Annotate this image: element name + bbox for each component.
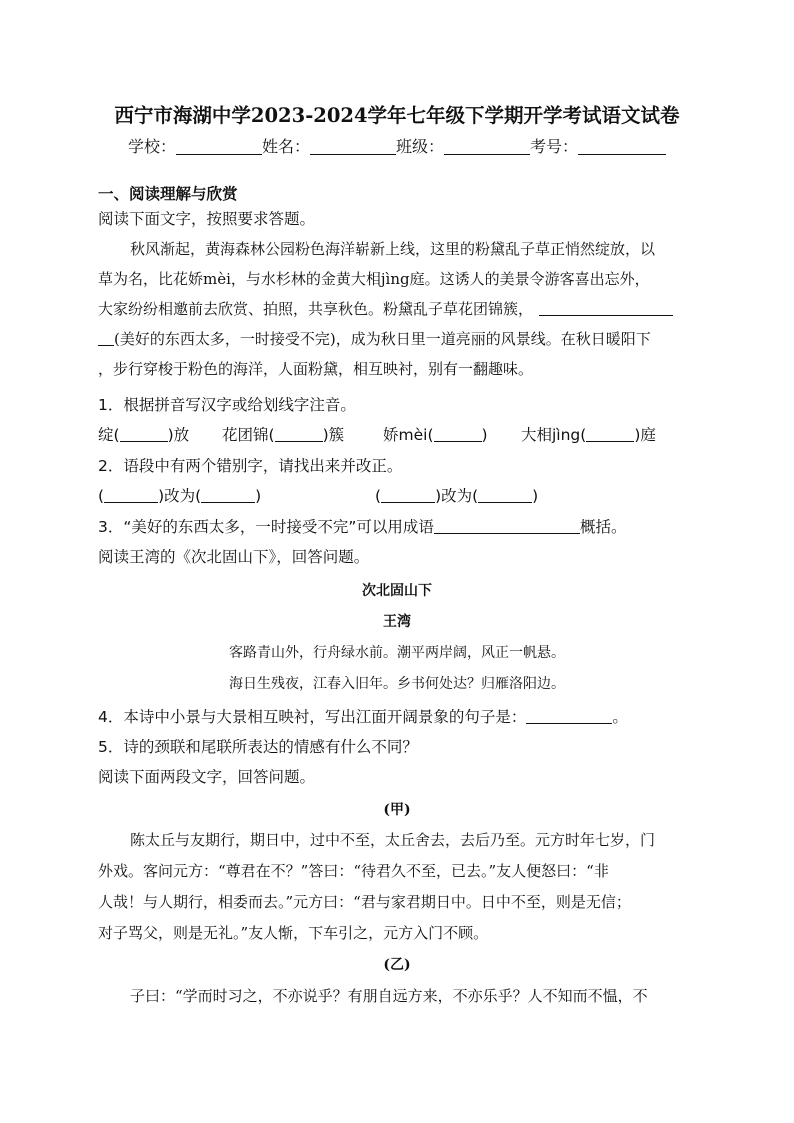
passage-line-2: 草为名，比花娇mèi，与水杉林的金黄大相jìng庭。这诱人的美景令游客喜出忘外， <box>98 270 650 288</box>
q1-blank-1[interactable] <box>120 427 168 442</box>
section-instruction: 阅读下面文字，按照要求答题。 <box>98 210 316 228</box>
q4-blank[interactable] <box>526 709 612 724</box>
q1-blank-3[interactable] <box>434 427 482 442</box>
section-heading: 一、阅读理解与欣赏 <box>98 185 238 203</box>
passage-line-4 <box>98 328 651 349</box>
poem-line-1: 客路青山外，行舟绿水前。潮平两岸阔，风正一帆悬。 <box>229 645 565 661</box>
q2-blank-3[interactable] <box>381 488 435 503</box>
question-5: 5．诗的颈联和尾联所表达的情感有什么不同？ <box>98 738 418 756</box>
idiom-blank-a[interactable] <box>539 301 673 316</box>
passage-jia-label: (甲) <box>383 802 411 818</box>
jia-line-4: 对子骂父，则是无礼。”友人惭，下车引之，元方入门不顾。 <box>98 924 489 942</box>
school-blank[interactable] <box>176 138 262 155</box>
yi-line-1: 子曰：“学而时习之，不亦说乎？有朋自远方来，不亦乐乎？人不知而不愠，不 <box>130 987 648 1005</box>
q1-item-2: 花团锦( )簇 <box>222 426 345 444</box>
passage-yi-label: (乙) <box>383 957 411 973</box>
class-label: 班级： <box>396 137 445 156</box>
question-3: 3．“美好的东西太多，一时接受不完”可以用成语 概括。 <box>98 518 627 536</box>
q2-blank-4[interactable] <box>478 488 532 503</box>
poem-title: 次北固山下 <box>362 583 432 599</box>
class-blank[interactable] <box>444 138 530 155</box>
passage-line-3 <box>98 298 673 319</box>
jia-line-1: 陈太丘与友期行，期日中，过中不至，太丘舍去，去后乃至。元方时年七岁，门 <box>130 831 656 849</box>
question-1: 1．根据拼音写汉字或给划线字注音。 <box>98 396 356 414</box>
q3-blank[interactable] <box>434 519 580 534</box>
exam-no-blank[interactable] <box>578 138 666 155</box>
exam-no-label: 考号： <box>530 137 579 156</box>
question-4: 4．本诗中小景与大景相互映衬，写出江面开阔景象的句子是： 。 <box>98 708 628 726</box>
poem-author: 王湾 <box>383 614 411 630</box>
q1-blank-2[interactable] <box>275 427 323 442</box>
passage-line-1: 秋风渐起，黄海森林公园粉色海洋崭新上线，这里的粉黛乱子草正悄然绽放，以 <box>130 240 656 258</box>
school-label: 学校： <box>127 137 176 156</box>
q2-blank-2[interactable] <box>201 488 255 503</box>
name-label: 姓名： <box>261 137 310 156</box>
exam-title: 西宁市海湖中学2023-2024学年七年级下学期开学考试语文试卷 <box>114 104 680 127</box>
passage-line-4-text: (美好的东西太多，一时接受不完)，成为秋日里一道亮丽的风景线。在秋日暖阳下 <box>114 330 651 348</box>
idiom-blank-b[interactable] <box>98 331 114 346</box>
q1-item-1: 绽( )放 <box>98 426 190 444</box>
q1-item-3: 娇mèi( ) <box>383 426 488 444</box>
student-info-line <box>0 134 794 157</box>
classical-instruction: 阅读下面两段文字，回答问题。 <box>98 768 316 786</box>
poem-instruction: 阅读王湾的《次北固山下》，回答问题。 <box>98 548 370 566</box>
jia-line-2: 外戏。客问元方：“尊君在不？”答曰：“待君久不至，已去。”友人便怒曰：“非 <box>98 862 609 880</box>
q1-blank-4[interactable] <box>586 427 634 442</box>
jia-line-3: 人哉！与人期行，相委而去。”元方曰：“君与家君期日中。日中不至，则是无信； <box>98 893 631 911</box>
q2-correction-left: ( )改为( ) <box>98 487 262 505</box>
question-2: 2．语段中有两个错别字，请找出来并改正。 <box>98 457 403 475</box>
poem-line-2: 海日生残夜，江春入旧年。乡书何处达？归雁洛阳边。 <box>229 676 565 692</box>
q1-item-4: 大相jìng( )庭 <box>521 426 656 444</box>
q2-correction-right: ( )改为( ) <box>375 487 539 505</box>
q2-blank-1[interactable] <box>104 488 158 503</box>
name-blank[interactable] <box>310 138 396 155</box>
passage-line-3-text: 大家纷纷相邀前去欣赏、拍照，共享秋色。粉黛乱子草花团锦簇， <box>98 300 534 318</box>
passage-line-5: ，步行穿梭于粉色的海洋，人面粉黛，相互映衬，别有一翻趣味。 <box>98 360 534 378</box>
